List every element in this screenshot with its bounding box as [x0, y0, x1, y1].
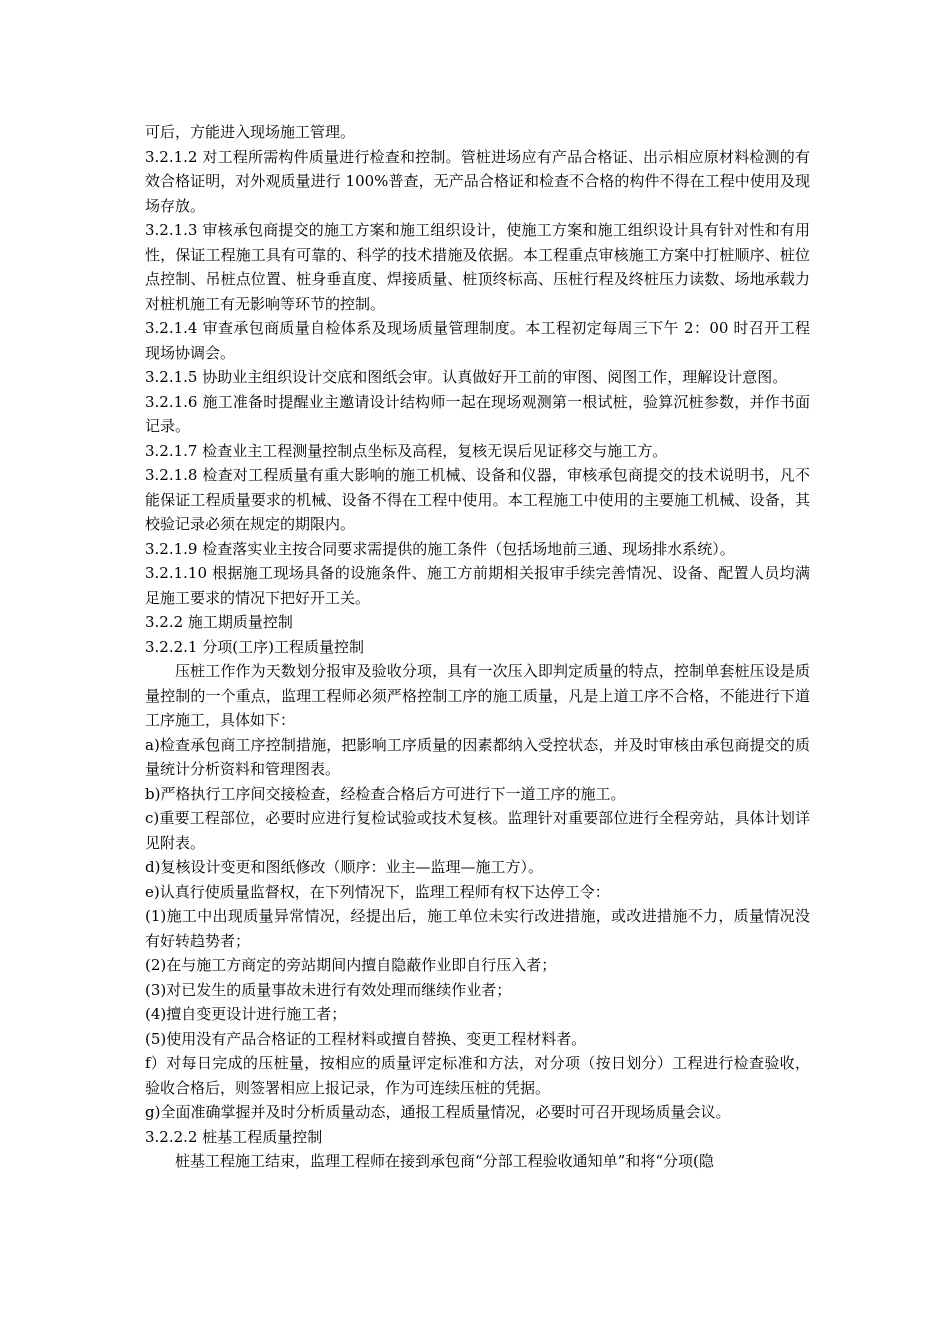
list-item-a: a)检查承包商工序控制措施，把影响工序质量的因素都纳入受控状态，并及时审核由承包商提交的质量统计分析资料和管理图表。 — [145, 735, 810, 778]
body-paragraph: 压桩工作作为天数划分报审及验收分项，具有一次压入即判定质量的特点，控制单套桩压设是质量控制的一个重点，监理工程师必须严格控制工序的施工质量，凡是上道工序不合格，不能进行下道工序施工，具体如下： — [145, 662, 810, 729]
clause-3-2-1-6: 3.2.1.6 施工准备时提醒业主邀请设计结构师一起在现场观测第一根试桩，验算沉桩参数，并作书面记录。 — [145, 392, 810, 435]
body-paragraph-last: 桩基工程施工结束，监理工程师在接到承包商“分部工程验收通知单”和将“分项(隐 — [175, 1152, 714, 1170]
clause-3-2-1-5: 3.2.1.5 协助业主组织设计交底和图纸会审。认真做好开工前的审图、阅图工作，理解设计意图。 — [145, 368, 788, 386]
section-heading-3-2-2-1: 3.2.2.1 分项(工序)工程质量控制 — [145, 637, 364, 656]
section-heading-3-2-2-2: 3.2.2.2 桩基工程质量控制 — [145, 1127, 323, 1146]
sub-item-4: (4)擅自变更设计进行施工者； — [145, 1005, 347, 1023]
document-page — [145, 120, 810, 1174]
paragraph: 可后，方能进入现场施工管理。 — [145, 123, 356, 141]
list-item-e: e)认真行使质量监督权，在下列情况下，监理工程师有权下达停工令： — [145, 882, 610, 901]
sub-item-5: (5)使用没有产品合格证的工程材料或擅自替换、变更工程材料者。 — [145, 1029, 587, 1048]
list-item-c: c)重要工程部位，必要时应进行复检试验或技术复核。监理针对重要部位进行全程旁站，具体计划详见附表。 — [145, 809, 810, 852]
list-item-g: g)全面准确掌握并及时分析质量动态，通报工程质量情况，必要时可召开现场质量会议。 — [145, 1103, 731, 1121]
list-item-f: f）对每日完成的压桩量，按相应的质量评定标准和方法，对分项（按日划分）工程进行检查验收，验收合格后，则签署相应上报记录，作为可连续压桩的凭据。 — [145, 1054, 810, 1097]
clause-3-2-1-3: 3.2.1.3 审核承包商提交的施工方案和施工组织设计，使施工方案和施工组织设计具有针对性和有用性，保证工程施工具有可靠的、科学的技术措施及依据。本工程重点审核施工方案中打桩顺序、桩位点控制、吊桩点位置、桩身垂直度、焊接质量、桩顶终标高、压桩行程及终桩压力读数、场地承载力对桩机施工有无影响等环节的控制。 — [145, 221, 810, 313]
list-item-d: d)复核设计变更和图纸修改（顺序：业主—监理—施工方）。 — [145, 858, 543, 876]
clause-3-2-1-7: 3.2.1.7 检查业主工程测量控制点坐标及高程，复核无误后见证移交与施工方。 — [145, 441, 668, 460]
sub-item-2: (2)在与施工方商定的旁站期间内擅自隐蔽作业即自行压入者； — [145, 956, 557, 974]
sub-item-3: (3)对已发生的质量事故未进行有效处理而继续作业者； — [145, 980, 512, 999]
clause-3-2-1-2: 3.2.1.2 对工程所需构件质量进行检查和控制。管桩进场应有产品合格证、出示相应原材料检测的有效合格证明，对外观质量进行 100%普查，无产品合格证和检查不合格的构件不得在工程中使用及现场存放。 — [145, 147, 810, 215]
clause-3-2-1-10: 3.2.1.10 根据施工现场具备的设施条件、施工方前期相关报审手续完善情况、设备、配置人员均满足施工要求的情况下把好开工关。 — [145, 564, 810, 607]
section-heading-3-2-2: 3.2.2 施工期质量控制 — [145, 613, 293, 631]
sub-item-1: (1)施工中出现质量异常情况，经提出后，施工单位未实行改进措施，或改进措施不力，质量情况没有好转趋势者； — [145, 907, 810, 950]
clause-3-2-1-8: 3.2.1.8 检查对工程质量有重大影响的施工机械、设备和仪器，审核承包商提交的技术说明书，凡不能保证工程质量要求的机械、设备不得在工程中使用。本工程施工中使用的主要施工机械、设备，其校验记录必须在规定的期限内。 — [145, 466, 810, 533]
clause-3-2-1-9: 3.2.1.9 检查落实业主按合同要求需提供的施工条件（包括场地前三通、现场排水系统）。 — [145, 539, 735, 558]
clause-3-2-1-4: 3.2.1.4 审查承包商质量自检体系及现场质量管理制度。本工程初定每周三下午 2：00 时召开工程现场协调会。 — [145, 319, 810, 362]
list-item-b: b)严格执行工序间交接检查，经检查合格后方可进行下一道工序的施工。 — [145, 784, 626, 803]
